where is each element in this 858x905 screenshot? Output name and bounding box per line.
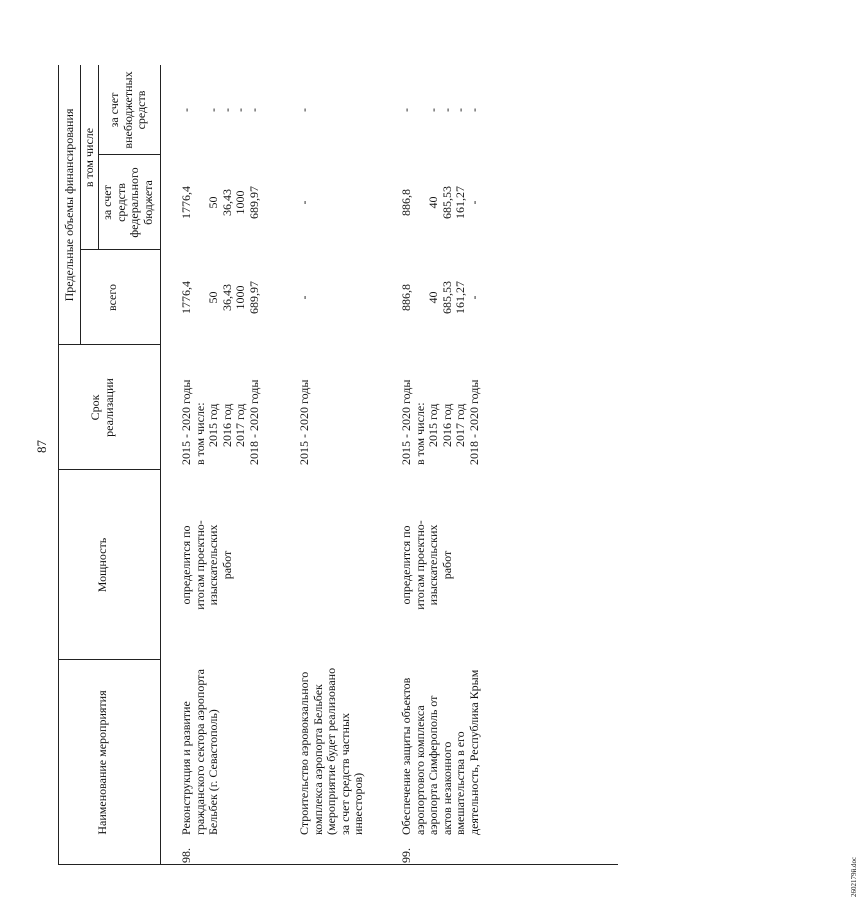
financing-divider [80,65,81,345]
col-divider-1 [58,659,160,660]
row-98-total: 1776,4 50 36,43 1000 689,97 [179,281,261,314]
header-financing: Предельные объемы финансирования [62,108,76,302]
row-98b-federal: - [297,200,311,205]
row-99-federal: 886,8 40 685,53 161,27 - [399,186,481,219]
row-99-term: 2015 - 2020 годы в том числе: 2015 год 2016 год 2017 год 2018 - 2020 годы [399,379,481,465]
row-98-extra: - - - - - [179,108,261,112]
border-left [58,864,618,865]
document-footer: 2602179й.doc [850,856,858,897]
row-99-number: 99. [399,848,413,863]
header-federal: за счет средств федерального бюджета [100,167,155,238]
header-including: в том числе [82,127,96,188]
row-98-federal: 1776,4 50 36,43 1000 689,97 [179,186,261,219]
row-98-number: 98. [179,848,193,863]
row-99-name: Обеспечение защиты объектов аэропортового комплекса аэропорта Симферополь от актов незаконного вмешательства в его деятельность, Республика Крым [399,669,481,835]
row-98-power: определится по итогам проектно- изыскательских работ [179,520,234,610]
row-98b-name: Строительство аэровокзального комплекса аэропорта Бельбек (мероприятие будет реализовано за счет средств частных инвесторов) [297,667,365,835]
table-top-border [58,65,59,865]
row-98b-total: - [297,295,311,300]
including-divider [98,65,99,250]
row-98b-extra: - [297,108,311,112]
header-power: Мощность [95,537,109,593]
header-name: Наименование мероприятия [95,690,109,835]
header-term: Срок реализации [88,378,116,437]
header-total: всего [105,283,119,312]
row-99-extra: - - - - - [399,108,481,112]
header-extrabudget: за счет внебюджетных средств [107,71,148,149]
page-number: 87 [34,440,49,453]
row-98-name: Реконструкция и развитие гражданского сектора аэропорта Бельбек (г. Севастополь) [179,669,220,835]
row-98b-term: 2015 - 2020 годы [297,379,311,465]
row-99-total: 886,8 40 685,53 161,27 - [399,281,481,314]
header-bottom-border [160,65,161,865]
row-99-power: определится по итогам проектно- изыскательских работ [399,520,454,610]
row-98-term: 2015 - 2020 годы в том числе: 2015 год 2016 год 2017 год 2018 - 2020 годы [179,379,261,465]
